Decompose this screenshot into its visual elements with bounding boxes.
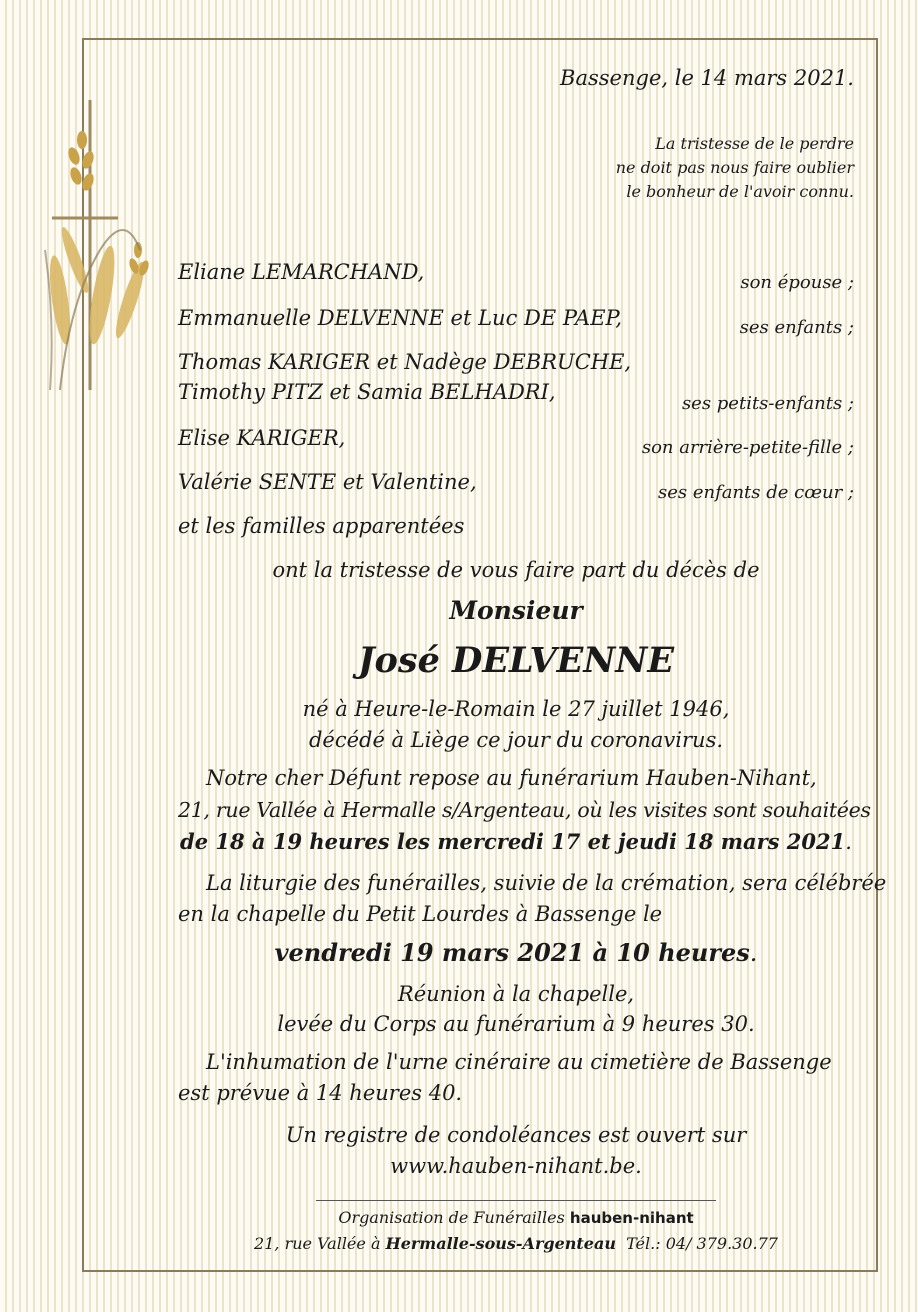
footer-address-town: Hermalle-sous-Argenteau xyxy=(385,1234,616,1253)
quote-line-3: le bonheur de l'avoir connu. xyxy=(626,182,854,201)
family-names-3b: Timothy PITZ et Samia BELHADRI, xyxy=(178,380,556,404)
register-link[interactable]: www.hauben-nihant.be. xyxy=(390,1154,642,1178)
footer-organisation xyxy=(178,1208,854,1227)
family-names-1: Eliane LEMARCHAND, xyxy=(178,260,425,284)
liturgy-date-row xyxy=(178,938,854,967)
visitation-line-1: Notre cher Défunt repose au funérarium Hauben-Nihant, xyxy=(206,766,817,790)
family-names-3: Thomas KARIGER et Nadège DEBRUCHE, xyxy=(178,350,632,374)
deceased-name: José DELVENNE xyxy=(357,640,675,681)
liturgy-date: vendredi 19 mars 2021 à 10 heures xyxy=(274,938,750,967)
register-line-1: Un registre de condoléances est ouvert sur xyxy=(285,1123,747,1147)
deceased-death: décédé à Liège ce jour du coronavirus. xyxy=(308,728,724,752)
inhumation-line-1: L'inhumation de l'urne cinéraire au cimetière de Bassenge xyxy=(206,1050,832,1074)
visitation-line-2: 21, rue Vallée à Hermalle s/Argenteau, où les visites sont souhaitées xyxy=(178,798,871,822)
family-names-6: et les familles apparentées xyxy=(178,514,465,538)
liturgy-line-2: en la chapelle du Petit Lourdes à Bassenge le xyxy=(178,902,663,926)
quote-line-2: ne doit pas nous faire oublier xyxy=(615,158,854,177)
footer-phone: Tél.: 04/ 379.30.77 xyxy=(626,1234,778,1253)
family-names-5: Valérie SENTE et Valentine, xyxy=(178,470,477,494)
date-line: Bassenge, le 14 mars 2021. xyxy=(560,66,854,90)
brand-logo: hauben-nihant xyxy=(569,1209,694,1227)
family-relation-1: son épouse ; xyxy=(740,272,854,293)
quote xyxy=(616,132,854,204)
footer-address-prefix: 21, rue Vallée à xyxy=(254,1234,386,1253)
inhumation-line-2: est prévue à 14 heures 40. xyxy=(178,1081,463,1105)
liturgy-line-1: La liturgie des funérailles, suivie de la crémation, sera célébrée xyxy=(206,871,887,895)
family-names-2: Emmanuelle DELVENNE et Luc DE PAEP, xyxy=(178,306,623,330)
family-relation-5: ses enfants de cœur ; xyxy=(657,482,854,503)
family-names-4: Elise KARIGER, xyxy=(178,426,346,450)
footer-org-prefix: Organisation de Funérailles xyxy=(338,1208,570,1227)
liturgy-date-end: . xyxy=(749,939,758,967)
deceased-birth: né à Heure-le-Romain le 27 juillet 1946, xyxy=(302,697,730,721)
liturgy-meeting-2: levée du Corps au funérarium à 9 heures 30. xyxy=(277,1012,755,1036)
wheat-cross-icon xyxy=(30,100,160,400)
quote-line-1: La tristesse de le perdre xyxy=(655,134,854,153)
family-relation-4: son arrière-petite-fille ; xyxy=(641,437,854,458)
announcement: ont la tristesse de vous faire part du décès de xyxy=(272,558,760,582)
liturgy-meeting-1: Réunion à la chapelle, xyxy=(397,982,635,1006)
footer-divider xyxy=(316,1200,716,1201)
family-relation-3: ses petits-enfants ; xyxy=(681,393,854,414)
footer-address xyxy=(178,1234,854,1253)
visitation-hours-end: . xyxy=(845,830,852,854)
visitation-hours: de 18 à 19 heures les mercredi 17 et jeudi 18 mars 2021 xyxy=(180,829,846,854)
deceased-title: Monsieur xyxy=(449,596,583,625)
family-relation-2: ses enfants ; xyxy=(739,317,854,338)
visitation-hours-row xyxy=(178,829,854,854)
